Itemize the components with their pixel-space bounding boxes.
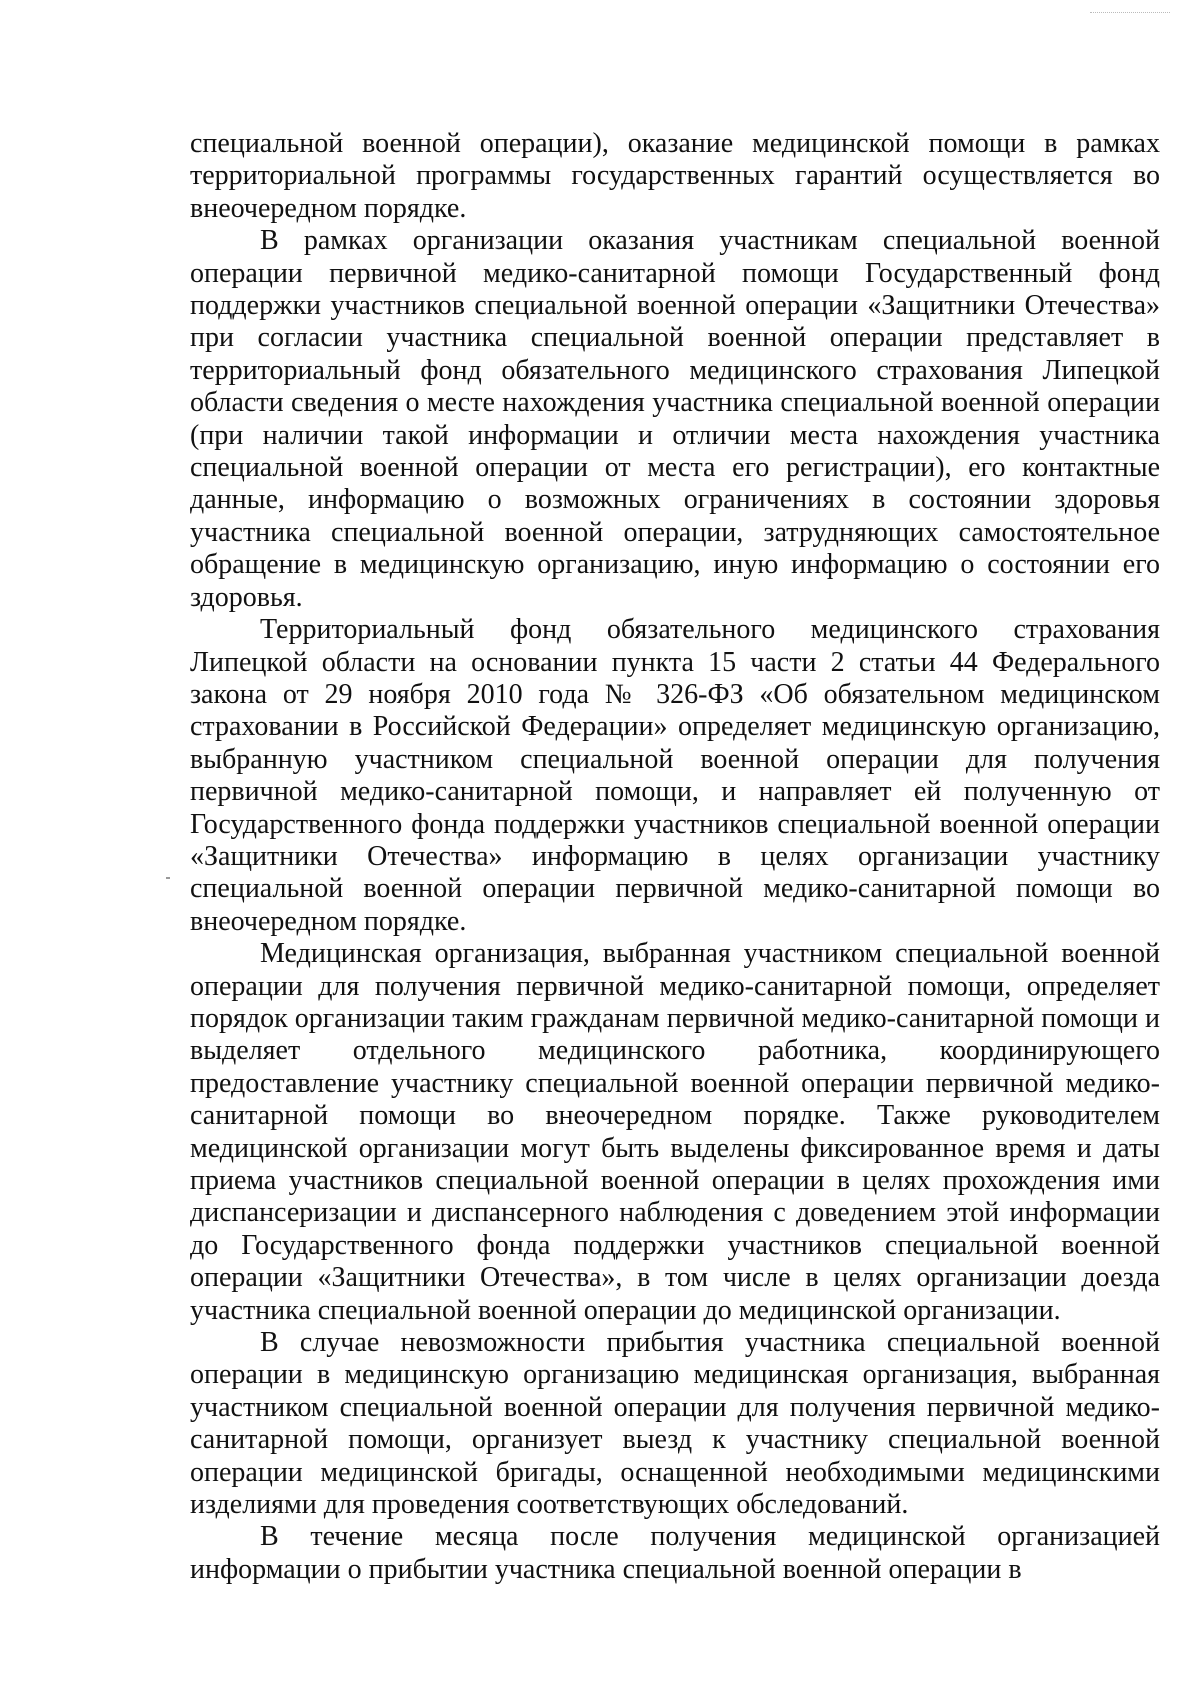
paragraph-territorial-fund: Территориальный фонд обязательного медицинского страхования Липецкой области на основании пункта 15 части 2 статьи 44 Федерального закона от 29 ноября 2010 года № 326-ФЗ «Об обязательном медицинском страховании в Российской Федерации» определяет медицинскую организацию, выбранную участником специальной военной операции для получения первичной медико-санитарной помощи, и направляет ей полученную от Государственного фонда поддержки участников специальной военной операции «Защитники Отечества» информацию в целях организации участнику специальной военной операции первичной медико-санитарной помощи во внеочередном порядке. (190, 614, 1160, 937)
document-body (190, 128, 1160, 1586)
paragraph-fund-information: В рамках организации оказания участникам специальной военной операции первичной медико-санитарной помощи Государственный фонд поддержки участников специальной военной операции «Защитники Отечества» при согласии участника специальной военной операции представляет в территориальный фонд обязательного медицинского страхования Липецкой области сведения о месте нахождения участника специальной военной операции (при наличии такой информации и отличии места нахождения участника специальной военной операции от места его регистрации), его контактные данные, информацию о возможных ограничениях в состоянии здоровья участника специальной военной операции, затрудняющих самостоятельное обращение в медицинскую организацию, иную информацию о состоянии его здоровья. (190, 225, 1160, 613)
paragraph-medical-organization: Медицинская организация, выбранная участником специальной военной операции для получения первичной медико-санитарной помощи, определяет порядок организации таким гражданам первичной медико-санитарной помощи и выделяет отдельного медицинского работника, координирующего предоставление участнику специальной военной операции первичной медико-санитарной помощи во внеочередном порядке. Также руководителем медицинской организации могут быть выделены фиксированное время и даты приема участников специальной военной операции в целях прохождения ими диспансеризации и диспансерного наблюдения с доведением этой информации до Государственного фонда поддержки участников специальной военной операции «Защитники Отечества», в том числе в целях организации доезда участника специальной военной операции до медицинской организации. (190, 938, 1160, 1326)
paragraph-medical-brigade: В случае невозможности прибытия участника специальной военной операции в медицинскую организацию медицинская организация, выбранная участником специальной военной операции для получения первичной медико-санитарной помощи, организует выезд к участнику специальной военной операции медицинской бригады, оснащенной необходимыми медицинскими изделиями для проведения соответствующих обследований. (190, 1327, 1160, 1521)
scan-artifact (1090, 12, 1170, 14)
paragraph-continuation: специальной военной операции), оказание медицинской помощи в рамках территориальной программы государственных гарантий осуществляется во внеочередном порядке. (190, 128, 1160, 224)
paragraph-month-after: В течение месяца после получения медицинской организацией информации о прибытии участника специальной военной операции в (190, 1521, 1160, 1585)
scan-artifact-dot (166, 877, 170, 879)
